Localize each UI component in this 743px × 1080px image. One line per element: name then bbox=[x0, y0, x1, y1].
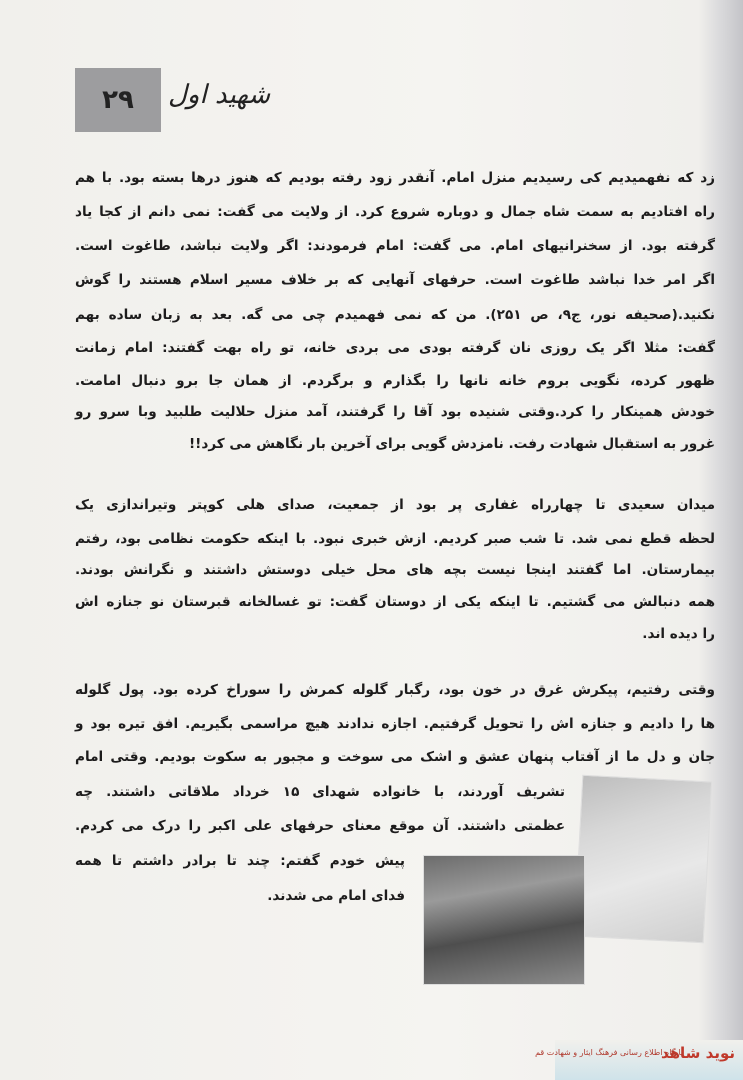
text-line: عظمتی داشتند. آن موقع معنای حرفهای علی اکبر را درک می کردم. bbox=[75, 818, 565, 834]
text-line: پیش خودم گفتم: چند تا برادر داشتم تا همه bbox=[75, 853, 405, 869]
historical-photo-2 bbox=[423, 855, 585, 985]
text-line: ظهور کرده، نگویی بروم خانه نانها را بگذارم و برگردم. از همان جا برو دنبال امامت. bbox=[75, 373, 715, 389]
watermark bbox=[535, 1040, 743, 1080]
text-line: وقتی رفتیم، پیکرش غرق در خون بود، رگبار گلوله کمرش را سوراخ کرده بود. پول گلوله bbox=[75, 682, 715, 698]
text-line: را دیده اند. bbox=[642, 626, 715, 642]
text-line: اگر امر خدا نباشد طاغوت است. حرفهای آنهایی که بر خلاف مسیر اسلام هستند را گوش bbox=[75, 272, 715, 288]
page-number-box bbox=[75, 68, 161, 132]
text-line: گرفته بود. از سخنرانیهای امام. می گفت: امام فرمودند: اگر ولایت نباشد، طاغوت است. bbox=[75, 238, 715, 254]
page-number: ۲۹ bbox=[102, 85, 134, 115]
text-line: زد که نفهمیدیم کی رسیدیم منزل امام. آنقدر زود رفته بودیم که هنوز درها بسته بود. با هم bbox=[75, 170, 715, 186]
text-line: تشریف آوردند، با خانواده شهدای ۱۵ خرداد ملاقاتی داشتند. چه bbox=[75, 784, 566, 800]
text-line: همه دنبالش می گشتیم. تا اینکه یکی از دوستان گفت: تو غسالخانه قبرستان نو جنازه اش bbox=[75, 594, 715, 610]
text-line: گفت: مثلا اگر یک روزی نان گرفته بودی می بردی خانه، تو راه بهت گفتند: امام زمانت bbox=[75, 340, 715, 356]
text-line: بیمارستان. اما گفتند اینجا نیست بچه های محل خیلی دوستش داشتند و نگرانش بودند. bbox=[75, 562, 715, 578]
text-line: خودش همینکار را کرد.وقتی شنیده بود آقا را گرفتند، آمد منزل حلالیت طلبید وبا سرو رو bbox=[75, 404, 715, 420]
text-line: غرور به استقبال شهادت رفت. نامزدش گویی برای آخرین بار نگاهش می کرد!! bbox=[188, 436, 715, 452]
historical-photo-1 bbox=[574, 775, 712, 944]
text-line: لحظه قطع نمی شد. تا شب صبر کردیم. ازش خبری نبود. با اینکه حکومت نظامی بود، رفتم bbox=[75, 531, 715, 547]
text-line: راه افتادیم به سمت شاه جمال و دوباره شروع کرد. از ولایت می گفت: نمی دانم از کجا یاد bbox=[75, 204, 715, 220]
text-line: فدای امام می شدند. bbox=[267, 888, 405, 904]
text-line: میدان سعیدی تا چهارراه غفاری پر بود از جمعیت، صدای هلی کوپتر وتیراندازی یک bbox=[75, 497, 715, 513]
text-line: ها را دادیم و جنازه اش را تحویل گرفتیم. اجازه ندادند هیچ مراسمی بگیریم. افق تیره بود و bbox=[75, 716, 715, 732]
chapter-title: شهید اول bbox=[168, 80, 271, 110]
text-line: جان و دل ما از آفتاب پنهان عشق و اشک می سوخت و مجبور به سکوت بودیم. وقتی امام bbox=[75, 749, 715, 765]
watermark-subtitle: پایگاه اطلاع رسانی فرهنگ ایثار و شهادت قم bbox=[535, 1048, 683, 1057]
watermark-logo: نوید شاهد bbox=[660, 1044, 735, 1062]
text-line: نکنید.(صحیفه نور، ج۹، ص ۲۵۱). من که نمی فهمیدم چی می گه. بعد به زبان ساده بهم bbox=[75, 307, 716, 323]
